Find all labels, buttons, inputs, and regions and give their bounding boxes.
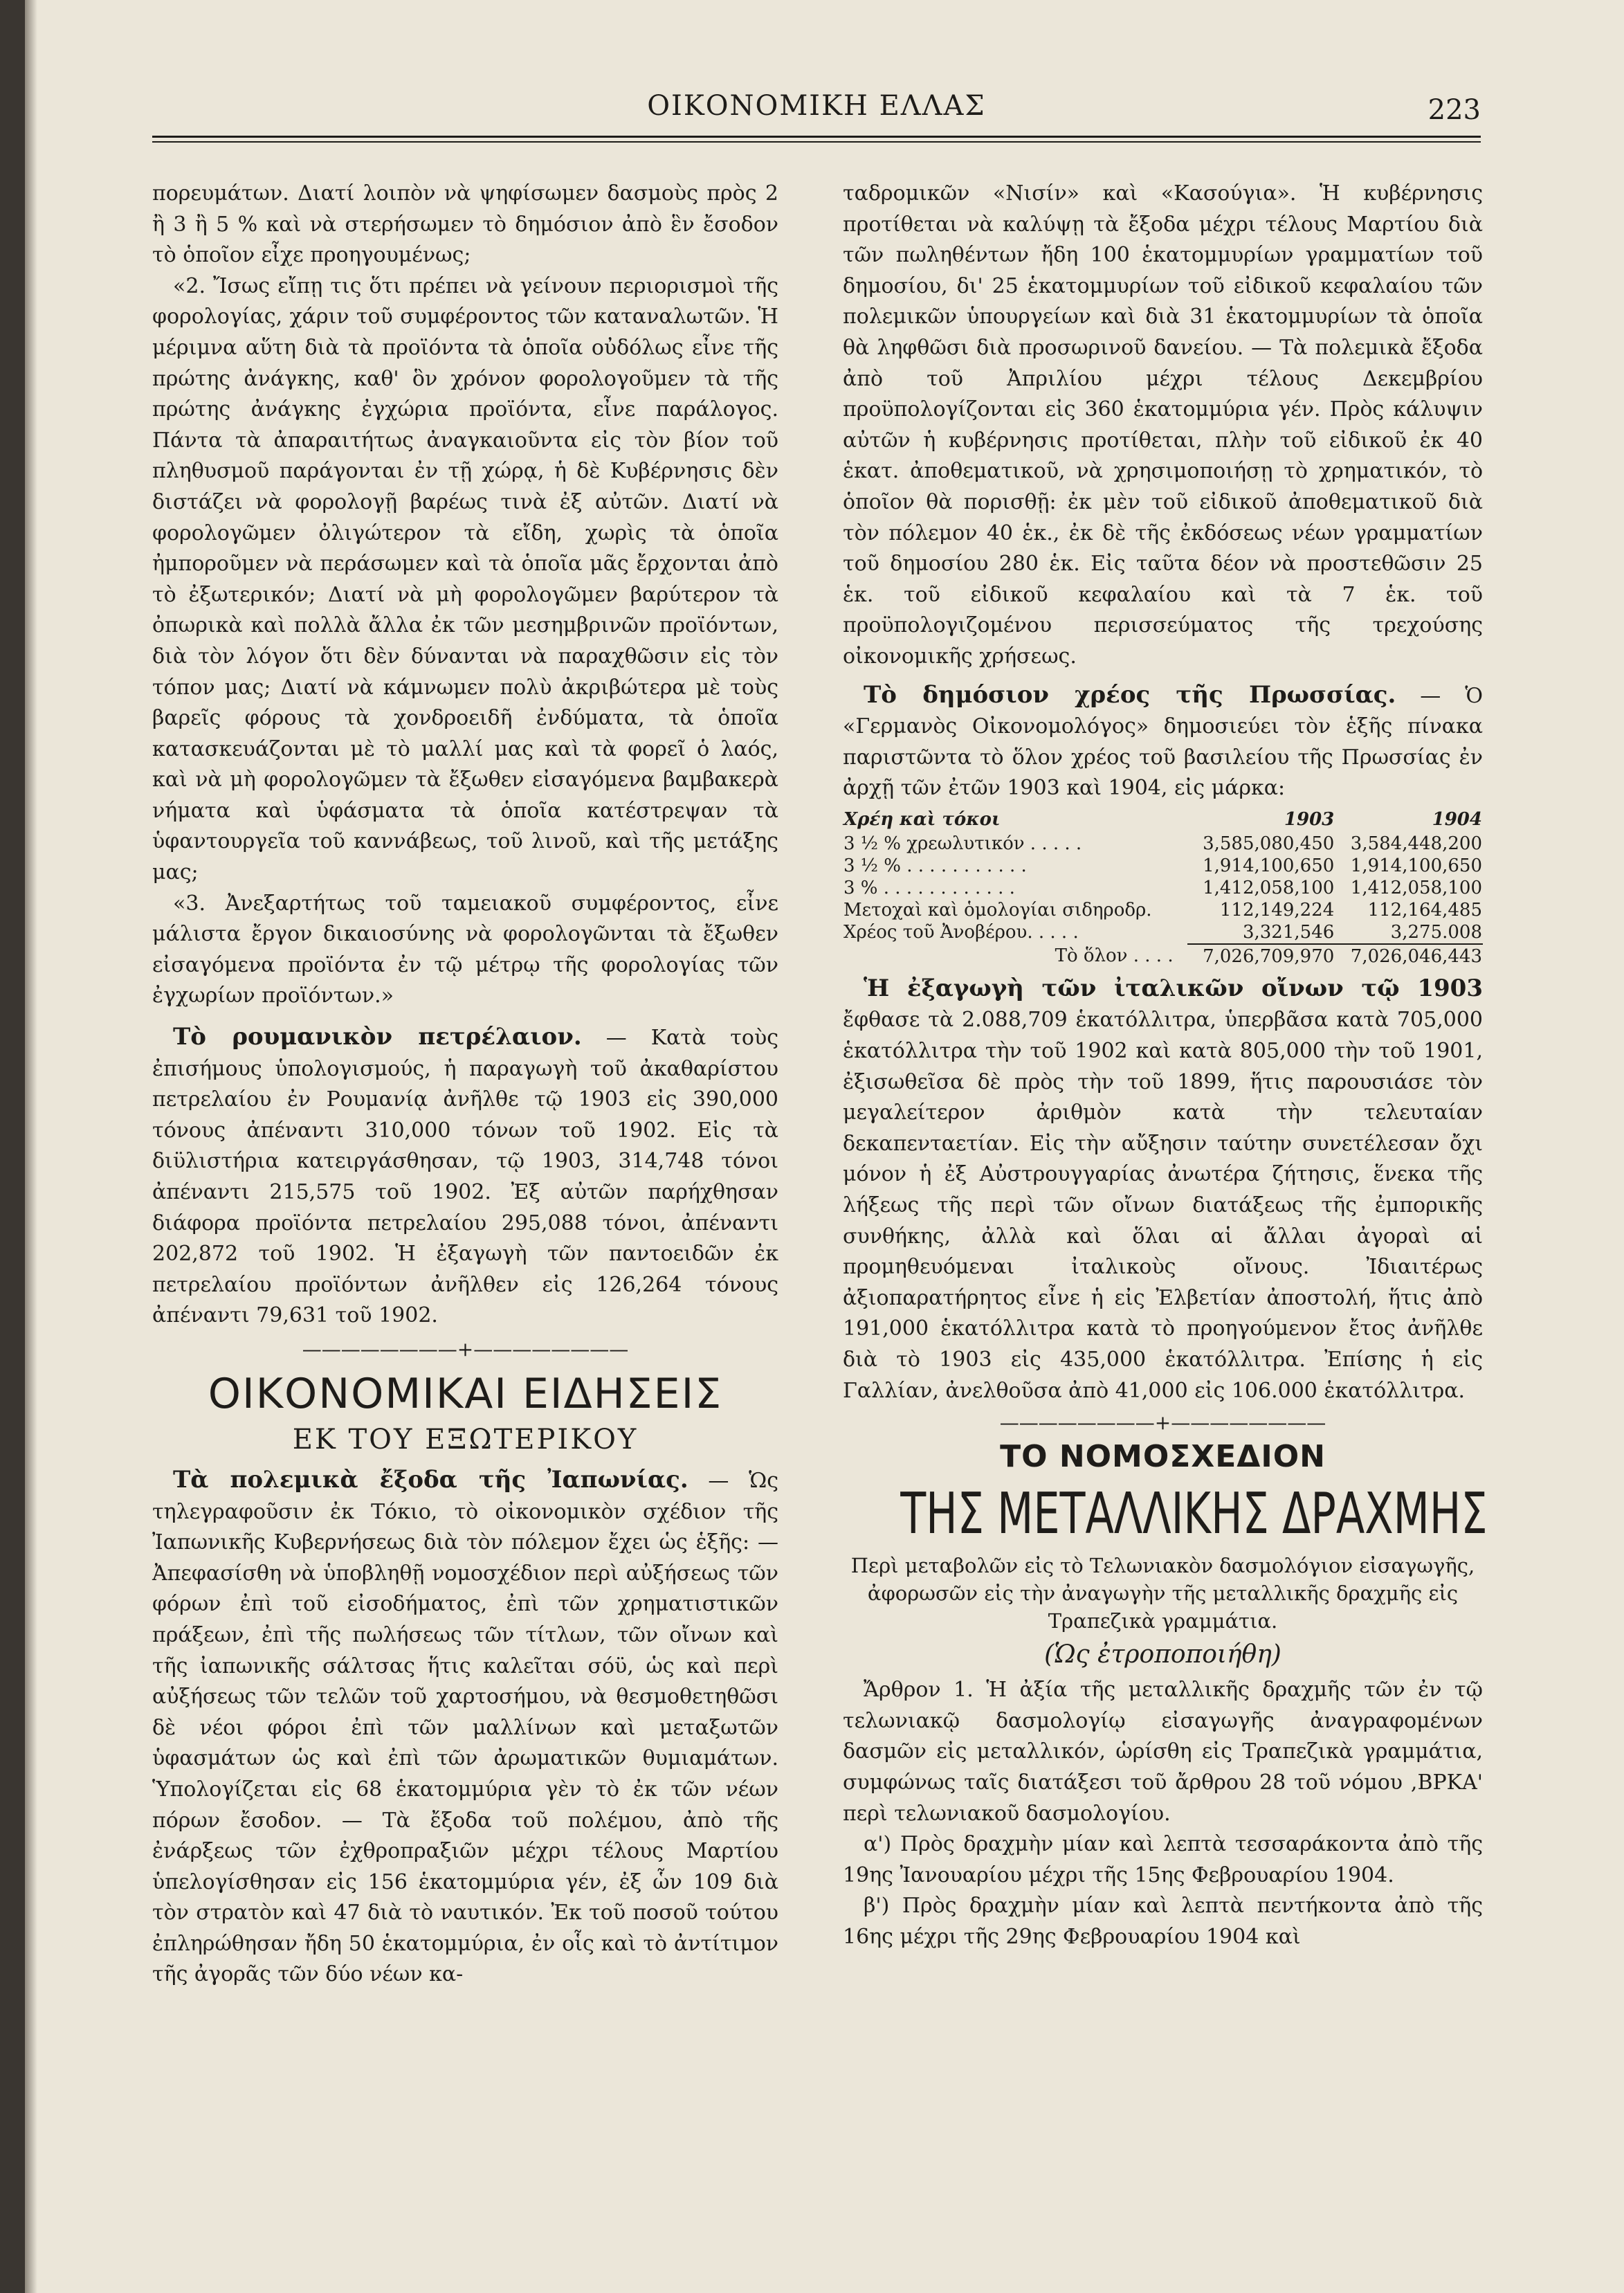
running-title: ΟΙΚΟΝΟΜΙΚΗ ΕΛΛΑΣ <box>647 90 986 122</box>
paragraph: πορευμάτων. Διατί λοιπὸν νὰ ψηφίσωμεν δασμοὺς πρὸς 2 ἢ 3 ἢ 5 % καὶ νὰ στερήσωμεν τὸ δημόσιον ἀπὸ ἓν ἔσοδον τὸ ὁποῖον εἶχε προηγουμένως; <box>152 181 778 268</box>
table-cell: 112,164,485 <box>1367 899 1482 921</box>
table-cell: 3,585,080,450 <box>1203 833 1335 854</box>
table-cell: 112,149,224 <box>1219 899 1335 921</box>
article-japan-war-costs <box>152 1465 778 1991</box>
table-header-cell: 1904 <box>1432 808 1482 830</box>
table-header-cell: Χρέη καὶ τόκοι <box>843 808 1001 830</box>
table-cell: 1,914,100,650 <box>1350 855 1482 876</box>
table-cell: 1,914,100,650 <box>1203 855 1335 876</box>
clause-beta: β') Πρὸς δραχμὴν μίαν καὶ λεπτὰ πεντήκοντα ἀπὸ τῆς 16ης μέχρι τῆς 29ης Φεβρουαρίου 1904 καὶ <box>843 1894 1483 1949</box>
paragraph: «3. Ἀνεξαρτήτως τοῦ ταμειακοῦ συμφέροντος, εἶνε μάλιστα ἔργον δικαιοσύνης νὰ φορολογῶνται τὰ ἔξωθεν εἰσαγόμενα προϊόντα ἐν τῷ μέτρῳ τῆς φορολογίας τῶν ἐγχωρίων προϊόντων.» <box>152 891 778 1008</box>
table-cell: 3,321,546 <box>1242 921 1335 943</box>
page-header <box>152 84 1481 126</box>
table-header-cell: 1903 <box>1284 808 1335 830</box>
table-row <box>843 877 1483 899</box>
article-heading: Ἡ ἐξαγωγὴ τῶν ἰταλικῶν οἴνων τῷ 1903 <box>864 974 1483 1002</box>
article-heading: Τὸ ρουμανικὸν πετρέλαιον. <box>173 1023 582 1051</box>
table-cell: 3 % . . . . . . . . . . . . <box>843 877 1015 898</box>
table-cell: Τὸ ὅλον . . . . <box>1055 945 1174 967</box>
table-cell: 1,412,058,100 <box>1350 877 1482 898</box>
paragraph: ταδρομικῶν «Νισίν» καὶ «Κασούγια». Ἡ κυβέρνησις προτίθεται νὰ καλύψῃ τὰ ἔξοδα μέχρι τέλους Μαρτίου διὰ τῶν πωληθέντων ἤδη 100 ἑκατομμυρίων γραμματίων τοῦ δημοσίου, δι' 25 ἑκατομμυρίων τοῦ εἰδικοῦ κεφαλαίου τῶν πολεμικῶν ὑπουργείων καὶ διὰ 31 ἑκατομμυρίων τὰ ὁποῖα θὰ ληφθῶσι διὰ προσωρινοῦ δανείου. — Τὰ πολεμικὰ ἔξοδα ἀπὸ τοῦ Ἀπριλίου μέχρι τέλους Δεκεμβρίου προϋπολογίζονται εἰς 360 ἑκατομμύρια γέν. Πρὸς κάλυψιν αὐτῶν ἡ κυβέρνησις προτίθεται, πλὴν τοῦ εἰδικοῦ ἐκ 40 ἑκατ. ἀποθεματικοῦ, νὰ χρησιμοποιήσῃ τὸ χρηματικόν, τὸ ὁποῖον θὰ πορισθῇ: ἐκ μὲν τοῦ εἰδικοῦ ἀποθεματικοῦ διὰ τὸν πόλεμον 40 ἑκ., ἐκ δὲ τῆς ἐκδόσεως νέων γραμματίων τοῦ δημοσίου 280 ἑκ. Εἰς ταῦτα δέον νὰ προστεθῶσιν 25 ἑκ. τοῦ εἰδικοῦ κεφαλαίου καὶ τὰ 7 ἑκ. τοῦ προϋπολογιζομένου περισσεύματος τῆς τρεχούσης οἰκονομικῆς χρήσεως. <box>843 181 1483 669</box>
section-ornament: ————————+———————— <box>302 1337 629 1361</box>
article-prussia-debt <box>843 680 1483 804</box>
table-row <box>843 899 1483 921</box>
table-row <box>843 921 1483 944</box>
bill-title: ΤΟ ΝΟΜΟΣΧΕΔΙΟΝ <box>1000 1439 1326 1475</box>
table-row <box>843 855 1483 877</box>
paragraph: «2. Ἴσως εἴπῃ τις ὅτι πρέπει νὰ γείνουν περιορισμοὶ τῆς φορολογίας, χάριν τοῦ συμφέροντος τῶν καταναλωτῶν. Ἡ μέριμνα αὕτη διὰ τὰ προϊόντα τὰ ὁποῖα οὐδόλως εἶνε τῆς πρώτης ἀνάγκης, καθ' ὃν χρόνον φορολογοῦμεν τὰ τῆς πρώτης ἀνάγκης ἐγχώρια προϊόντα, εἶνε παράλογος. Πάντα τὰ ἀπαραιτήτως ἀναγκαιοῦντα εἰς τὸν βίον τοῦ πληθυσμοῦ παράγονται ἐν τῇ χώρᾳ, ἡ δὲ Κυβέρνησις δὲν διστάζει νὰ φορολογῇ βαρέως τινὰ ἐξ αὐτῶν. Διατί νὰ φορολογῶμεν ὀλιγώτερον τὰ εἴδη, χωρὶς τὰ ὁποῖα ἠμποροῦμεν νὰ περάσωμεν καὶ τὰ ὁποῖα μᾶς ἔρχονται ἀπὸ τὸ ἐξωτερικόν; Διατί νὰ μὴ φορολογῶμεν βαρύτερον τὰ ὀπωρικὰ καὶ πολλὰ ἄλλα ἐκ τῶν μεσημβρινῶν προϊόντων, διὰ τὸν λόγον ὅτι δὲν δύνανται νὰ παραχθῶσιν εἰς τὸν τόπον μας; Διατί νὰ κάμνωμεν πολὺ ἀκριβώτερα μὲ τοὺς βαρεῖς φόρους τὰ χονδροειδῆ ἐνδύματα, τὰ ὁποῖα κατασκευάζονται μὲ τὸ μαλλί μας καὶ τὰ φορεῖ ὁ λαός, καὶ νὰ μὴ φορολογῶμεν τὰ ἔξωθεν εἰσαγόμενα βαμβακερὰ νήματα καὶ ὑφάσματα τὰ ὁποῖα κατέστρεψαν τὰ ὑφαντουργεῖα τοῦ καννάβεως, τοῦ λινοῦ, καὶ τῆς μετάξης μας; <box>152 273 778 885</box>
table-row <box>843 833 1483 855</box>
scan-binding-edge <box>0 0 25 2293</box>
bill-title-large: ΤΗΣ ΜΕΤΑΛΛΙΚΗΣ ΔΡΑΧΜΗΣ <box>900 1481 1488 1548</box>
article-1: Ἄρθρον 1. Ἡ ἀξία τῆς μεταλλικῆς δραχμῆς τῶν ἐν τῷ τελωνιακῷ δασμολογίῳ εἰσαγωγῆς ἀναγραφομένων δασμῶν εἰς μεταλλικόν, ὡρίσθη εἰς Τραπεζικὰ γραμμάτια, συμφώνως ταῖς διατάξεσι τοῦ ἄρθρου 28 τοῦ νόμου ,ΒΡΚΑ' περὶ τελωνιακοῦ δασμολογίου. <box>843 1678 1483 1826</box>
scan-binding-shadow <box>25 0 37 2293</box>
article-heading: Τὰ πολεμικὰ ἔξοδα τῆς Ἰαπωνίας. <box>173 1465 688 1494</box>
article-text: — Ὁ «Γερμανὸς Οἰκονομολόγος» δημοσιεύει τὸν ἑξῆς πίνακα παριστῶντα τὸ ὅλον χρέος τοῦ βασιλείου τῆς Πρωσσίας ἐν ἀρχῇ τῶν ἐτῶν 1903 καὶ 1904, εἰς μάρκα: <box>843 683 1483 801</box>
table-cell: Μετοχαὶ καὶ ὁμολογίαι σιδηροδρ. <box>843 899 1152 921</box>
article-text: ἔφθασε τὰ 2.088,709 ἑκατόλλιτρα, ὑπερβᾶσα κατὰ 705,000 ἑκατόλλιτρα τὴν τοῦ 1902 καὶ κατὰ 805,000 τὴν τοῦ 1901, ἐξισωθεῖσα δὲ πρὸς τὴν τοῦ 1899, ἥτις παρουσιάσε τὸν μεγαλείτερον ἀριθμὸν κατὰ τὴν τελευταίαν δεκαπενταετίαν. Εἰς τὴν αὔξησιν ταύτην συνετέλεσαν ὄχι μόνον ἡ ἐξ Αὐστρουγγαρίας ἀνωτέρα ζήτησις, ἕνεκα τῆς λήξεως τῆς περὶ τῶν οἴνων διατάξεως τῆς ἐμπορικῆς συνθήκης, ἀλλὰ καὶ ὅλαι αἱ ἄλλαι ἀγοραὶ αἱ προμηθευόμεναι ἰταλικοὺς οἴνους. Ἰδιαιτέρως ἀξιοπαρατήρητος εἶνε ἡ εἰς Ἐλβετίαν ἀποστολή, ἥτις ἀπὸ 191,000 ἑκατόλλιτρα κατὰ τὸ προηγούμενον ἔτος ἀνῆλθε διὰ τὸ 1903 εἰς 435,000 ἑκατόλλιτρα. Ἐπίσης ἡ εἰς Γαλλίαν, ἀνελθοῦσα ἀπὸ 41,000 εἰς 106.000 ἑκατόλλιτρα. <box>843 1008 1483 1403</box>
section-subtitle: ΕΚ ΤΟΥ ΕΞΩΤΕΡΙΚΟΥ <box>292 1423 639 1456</box>
table-cell: 1,412,058,100 <box>1203 877 1335 898</box>
table-cell: 3,584,448,200 <box>1350 833 1482 854</box>
table-cell: 3 ½ % χρεωλυτικόν . . . . . <box>843 833 1082 854</box>
article-text: — Κατὰ τοὺς ἐπισήμους ὑπολογισμούς, ἡ παραγωγὴ τοῦ ἀκαθαρίστου πετρελαίου ἐν Ρουμανίᾳ ἀνῆλθε τῷ 1903 εἰς 390,000 τόνους ἀπέναντι 310,000 τόνων τοῦ 1902. Εἰς τὰ διϋλιστήρια κατειργάσθησαν, τῷ 1903, 314,748 τόνοι ἀπέναντι 215,575 τοῦ 1902. Ἐξ αὐτῶν παρήχθησαν διάφορα προϊόντα πετρελαίου 295,088 τόνοι, ἀπέναντι 202,872 τοῦ 1902. Ἡ ἐξαγωγὴ τῶν παντοειδῶν ἐκ πετρελαίου προϊόντων ἀνῆλθεν εἰς 126,264 τόνους ἀπέναντι 79,631 τοῦ 1902. <box>152 1026 778 1328</box>
clause-alpha: α') Πρὸς δραχμὴν μίαν καὶ λεπτὰ τεσσαράκοντα ἀπὸ τῆς 19ης Ἰανουαρίου μέχρι τῆς 15ης Φεβρουαρίου 1904. <box>843 1832 1483 1887</box>
section-title: ΟΙΚΟΝΟΜΙΚΑΙ ΕΙΔΗΣΕΙΣ <box>208 1369 723 1418</box>
table-cell: 7,026,709,970 <box>1187 944 1335 968</box>
table-cell: Χρέος τοῦ Ἀνοβέρου. . . . . <box>843 922 1079 943</box>
section-ornament: ————————+———————— <box>999 1411 1326 1435</box>
left-column <box>152 179 778 1991</box>
header-rule-bottom <box>152 141 1481 143</box>
table-header-row <box>843 808 1483 833</box>
header-rule-top <box>152 136 1481 138</box>
right-column <box>843 179 1488 1953</box>
table-cell: 3 ½ % . . . . . . . . . . . <box>843 855 1027 876</box>
debt-table <box>843 808 1483 968</box>
table-total-row <box>843 944 1483 968</box>
table-cell: 3,275.008 <box>1390 921 1482 943</box>
article-romanian-oil <box>152 1022 778 1332</box>
article-text: — Ὡς τηλεγραφοῦσιν ἐκ Τόκιο, τὸ οἰκονομικὸν σχέδιον τῆς Ἰαπωνικῆς Κυβερνήσεως διὰ τὸν πόλεμον ἔχει ὡς ἑξῆς: —Ἀπεφασίσθη νὰ ὑποβληθῇ νομοσχέδιον περὶ αὐξήσεως τῶν φόρων ἐπὶ τοῦ εἰσοδήματος, ἐπὶ τῶν χρηματιστικῶν πράξεων, ἐπὶ τῆς πωλήσεως τῶν τίτλων, τῶν οἴνων καὶ τῆς ἰαπωνικῆς σάλτσας ἥτις καλεῖται σόϋ, ὡς καὶ περὶ αὐξήσεως τῶν τελῶν τοῦ χαρτοσήμου, νὰ θεσμοθετηθῶσι δὲ νέοι φόροι ἐπὶ τῶν μαλλίνων καὶ μεταξωτῶν ὑφασμάτων ὡς καὶ ἐπὶ τῶν ἀρωματικῶν θυμιαμάτων. Ὑπολογίζεται εἰς 68 ἑκατομμύρια γὲν τὸ ἐκ τῶν νέων πόρων ἔσοδον. — Τὰ ἔξοδα τοῦ πολέμου, ἀπὸ τῆς ἐνάρξεως τῶν ἐχθροπραξιῶν μέχρι τέλους Μαρτίου ὑπελογίσθησαν εἰς 156 ἑκατομμύρια γέν, ἐξ ὧν 109 διὰ τὸν στρατὸν καὶ 47 διὰ τὸ ναυτικόν. Ἐκ τοῦ ποσοῦ τούτου ἐπληρώθησαν ἤδη 50 ἑκατομμύρια, ἐν οἷς καὶ τὸ ἀντίτιμον τῆς ἀγορᾶς τῶν δύο νέων κα- <box>152 1468 778 1987</box>
article-italian-wine <box>843 973 1483 1406</box>
bill-note: (Ὡς ἐτροποποιήθη) <box>1044 1640 1281 1669</box>
bill-intro: Περὶ μεταβολῶν εἰς τὸ Τελωνιακὸν δασμολόγιον εἰσαγωγῆς, ἀφορωσῶν εἰς τὴν ἀναγωγὴν τῆς μεταλλικῆς δραχμῆς εἰς Τραπεζικὰ γραμμάτια. <box>850 1554 1475 1633</box>
article-heading: Τὸ δημόσιον χρέος τῆς Πρωσσίας. <box>864 680 1396 709</box>
page-number: 223 <box>1427 94 1481 126</box>
table-cell: 7,026,046,443 <box>1335 944 1483 968</box>
